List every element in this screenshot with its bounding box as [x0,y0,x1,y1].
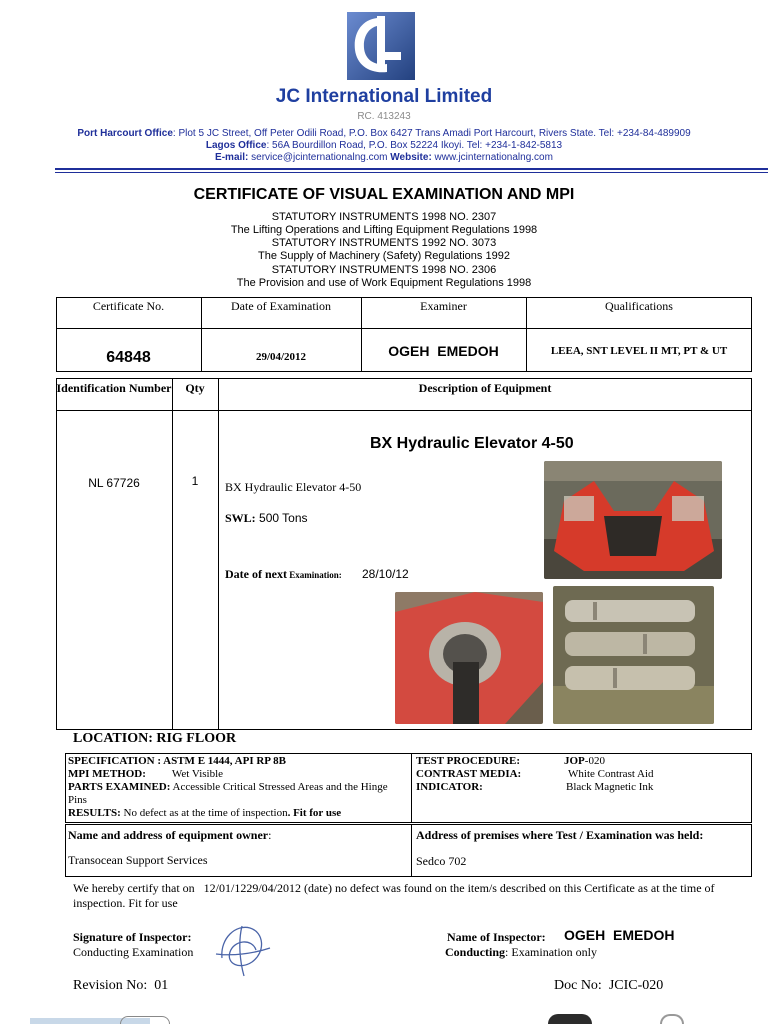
company-logo [347,12,415,80]
test-procedure-code: JOP [564,755,585,767]
footer-badge [660,1014,684,1024]
parts-line [68,781,408,807]
examination-date: 29/04/2012 [255,351,307,363]
email-link[interactable]: service@jcinternationalng.com [248,152,391,163]
signature-label: Signature of Inspector: [73,930,192,944]
equipment-title: BX Hydraulic Elevator 4-50 [370,435,574,452]
header-qty: Qty [185,381,205,395]
header-divider [55,168,768,170]
header-date-of-examination: Date of Examination [231,299,331,313]
statutory-line: The Lifting Operations and Lifting Equipment Regulations 1998 [230,224,538,236]
conducting-value: : Examination only [505,945,598,959]
premises-value: Sedco 702 [416,854,467,868]
lagos-label: Lagos Office [205,140,267,151]
contrast-media-label: CONTRAST MEDIA: [416,768,522,780]
owner-value: Transocean Support Services [68,853,208,867]
owner-colon: : [268,828,272,842]
website-label: Website: [390,152,432,163]
results-line [68,807,408,820]
location: LOCATION: RIG FLOOR [73,731,237,746]
certification-statement: We hereby certify that on 12/01/1229/04/2012 (date) no defect was found on the item/s described on this Certificate as at the time of inspection. Fit for use [73,881,718,910]
lagos-text: : 56A Bourdillon Road, P.O. Box 52224 Ikoyi. Tel: +234-1-842-5813 [266,140,563,151]
owner-heading [68,828,271,843]
examiner-name: OGEH EMEDOH [388,343,499,359]
certificate-title: CERTIFICATE OF VISUAL EXAMINATION AND MPI [193,186,575,203]
equipment-description: BX Hydraulic Elevator 4-50 [225,480,362,494]
footer-seal [120,1016,170,1024]
port-harcourt-text: : Plot 5 JC Street, Off Peter Odili Road, P.O. Box 6427 Trans Amadi Port Harcourt, Rivers State. Tel: +234-84-489909 [172,128,691,139]
contact-line [0,152,768,163]
inspector-name-line [447,930,546,945]
website-link[interactable]: www.jcinternationalng.com [431,152,553,163]
next-exam-label: Date of next [225,567,287,581]
indicator-label: INDICATOR: [416,781,483,793]
company-name: JC International Limited [275,86,493,107]
table-divider [218,378,219,730]
port-harcourt-address [0,128,768,139]
document-number: Doc No: JCIC-020 [554,978,664,993]
spec-right-labels [416,755,521,794]
mpi-line [68,768,408,781]
spec-left-cell [68,755,408,820]
table-divider [56,410,752,411]
quantity: 1 [191,474,199,488]
lagos-address [0,140,768,151]
results-fit: . Fit for use [287,807,342,819]
elevator-photo-bottom [395,592,543,724]
table-divider [411,753,412,823]
table-divider [411,824,412,877]
test-procedure-number: -020 [584,755,605,767]
conducting-line [445,945,597,960]
email-label: E-mail: [215,152,249,163]
spec-label: SPECIFICATION : [68,755,162,767]
registration-number: RC. 413243 [357,111,411,122]
table-divider [172,378,173,730]
next-exam-date: 28/10/12 [362,567,409,581]
swl-line [225,511,308,526]
signature-subtext: Conducting Examination [73,945,194,959]
parts-label: PARTS EXAMINED: [68,781,171,793]
conducting-label: Conducting [445,945,506,959]
header-description: Description of Equipment [418,381,552,395]
mpi-value: Wet Visible [171,768,224,780]
hinge-pins-photo [553,586,714,724]
identification-number: NL 67726 [88,476,140,490]
port-harcourt-label: Port Harcourt Office [77,128,173,139]
qualifications-value: LEEA, SNT LEVEL II MT, PT & UT [550,345,728,357]
statutory-line: STATUTORY INSTRUMENTS 1998 NO. 2307 [271,211,497,223]
next-exam-label-small: Examination: [286,570,342,580]
contrast-media-value: White Contrast Aid [568,768,654,780]
header-divider-thin [55,172,768,173]
statutory-line: The Supply of Machinery (Safety) Regulations 1992 [258,250,510,262]
swl-label: SWL: [225,511,256,525]
header-examiner: Examiner [420,299,467,313]
indicator-value: Black Magnetic Ink [566,781,654,793]
next-exam-line [225,567,342,582]
results-value: No defect as at the time of inspection [120,807,288,819]
elevator-photo-top [544,461,722,579]
header-identification-number: Identification Number [56,381,172,395]
spec-value: ASTM E 1444, API RP 8B [161,755,287,767]
statutory-line: STATUTORY INSTRUMENTS 1998 NO. 2306 [271,264,497,276]
footer-logo-right [548,1014,592,1024]
header-certificate-no: Certificate No. [92,299,165,313]
revision-number: Revision No: 01 [73,978,169,993]
swl-value: 500 Tons [255,511,308,525]
inspector-signature [212,918,272,980]
inspector-name: OGEH EMEDOH [564,927,675,943]
certificate-number: 64848 [106,349,151,366]
statutory-line: STATUTORY INSTRUMENTS 1992 NO. 3073 [271,237,497,249]
header-qualifications: Qualifications [605,299,673,313]
owner-label: Name and address of equipment owner [68,828,269,842]
statutory-line: The Provision and use of Work Equipment Regulations 1998 [236,277,532,289]
premises-label: Address of premises where Test / Examination was held: [416,828,704,842]
inspector-name-label: Name of Inspector: [447,930,546,944]
test-procedure-label: TEST PROCEDURE: [416,755,521,767]
results-label: RESULTS: [68,807,121,819]
table-divider [56,328,752,329]
mpi-label: MPI METHOD: [68,768,146,780]
spec-line [68,755,408,768]
parts-value: Accessible Critical Stressed Areas and the Hinge Pins [68,781,388,806]
spec-right-values [564,755,654,794]
